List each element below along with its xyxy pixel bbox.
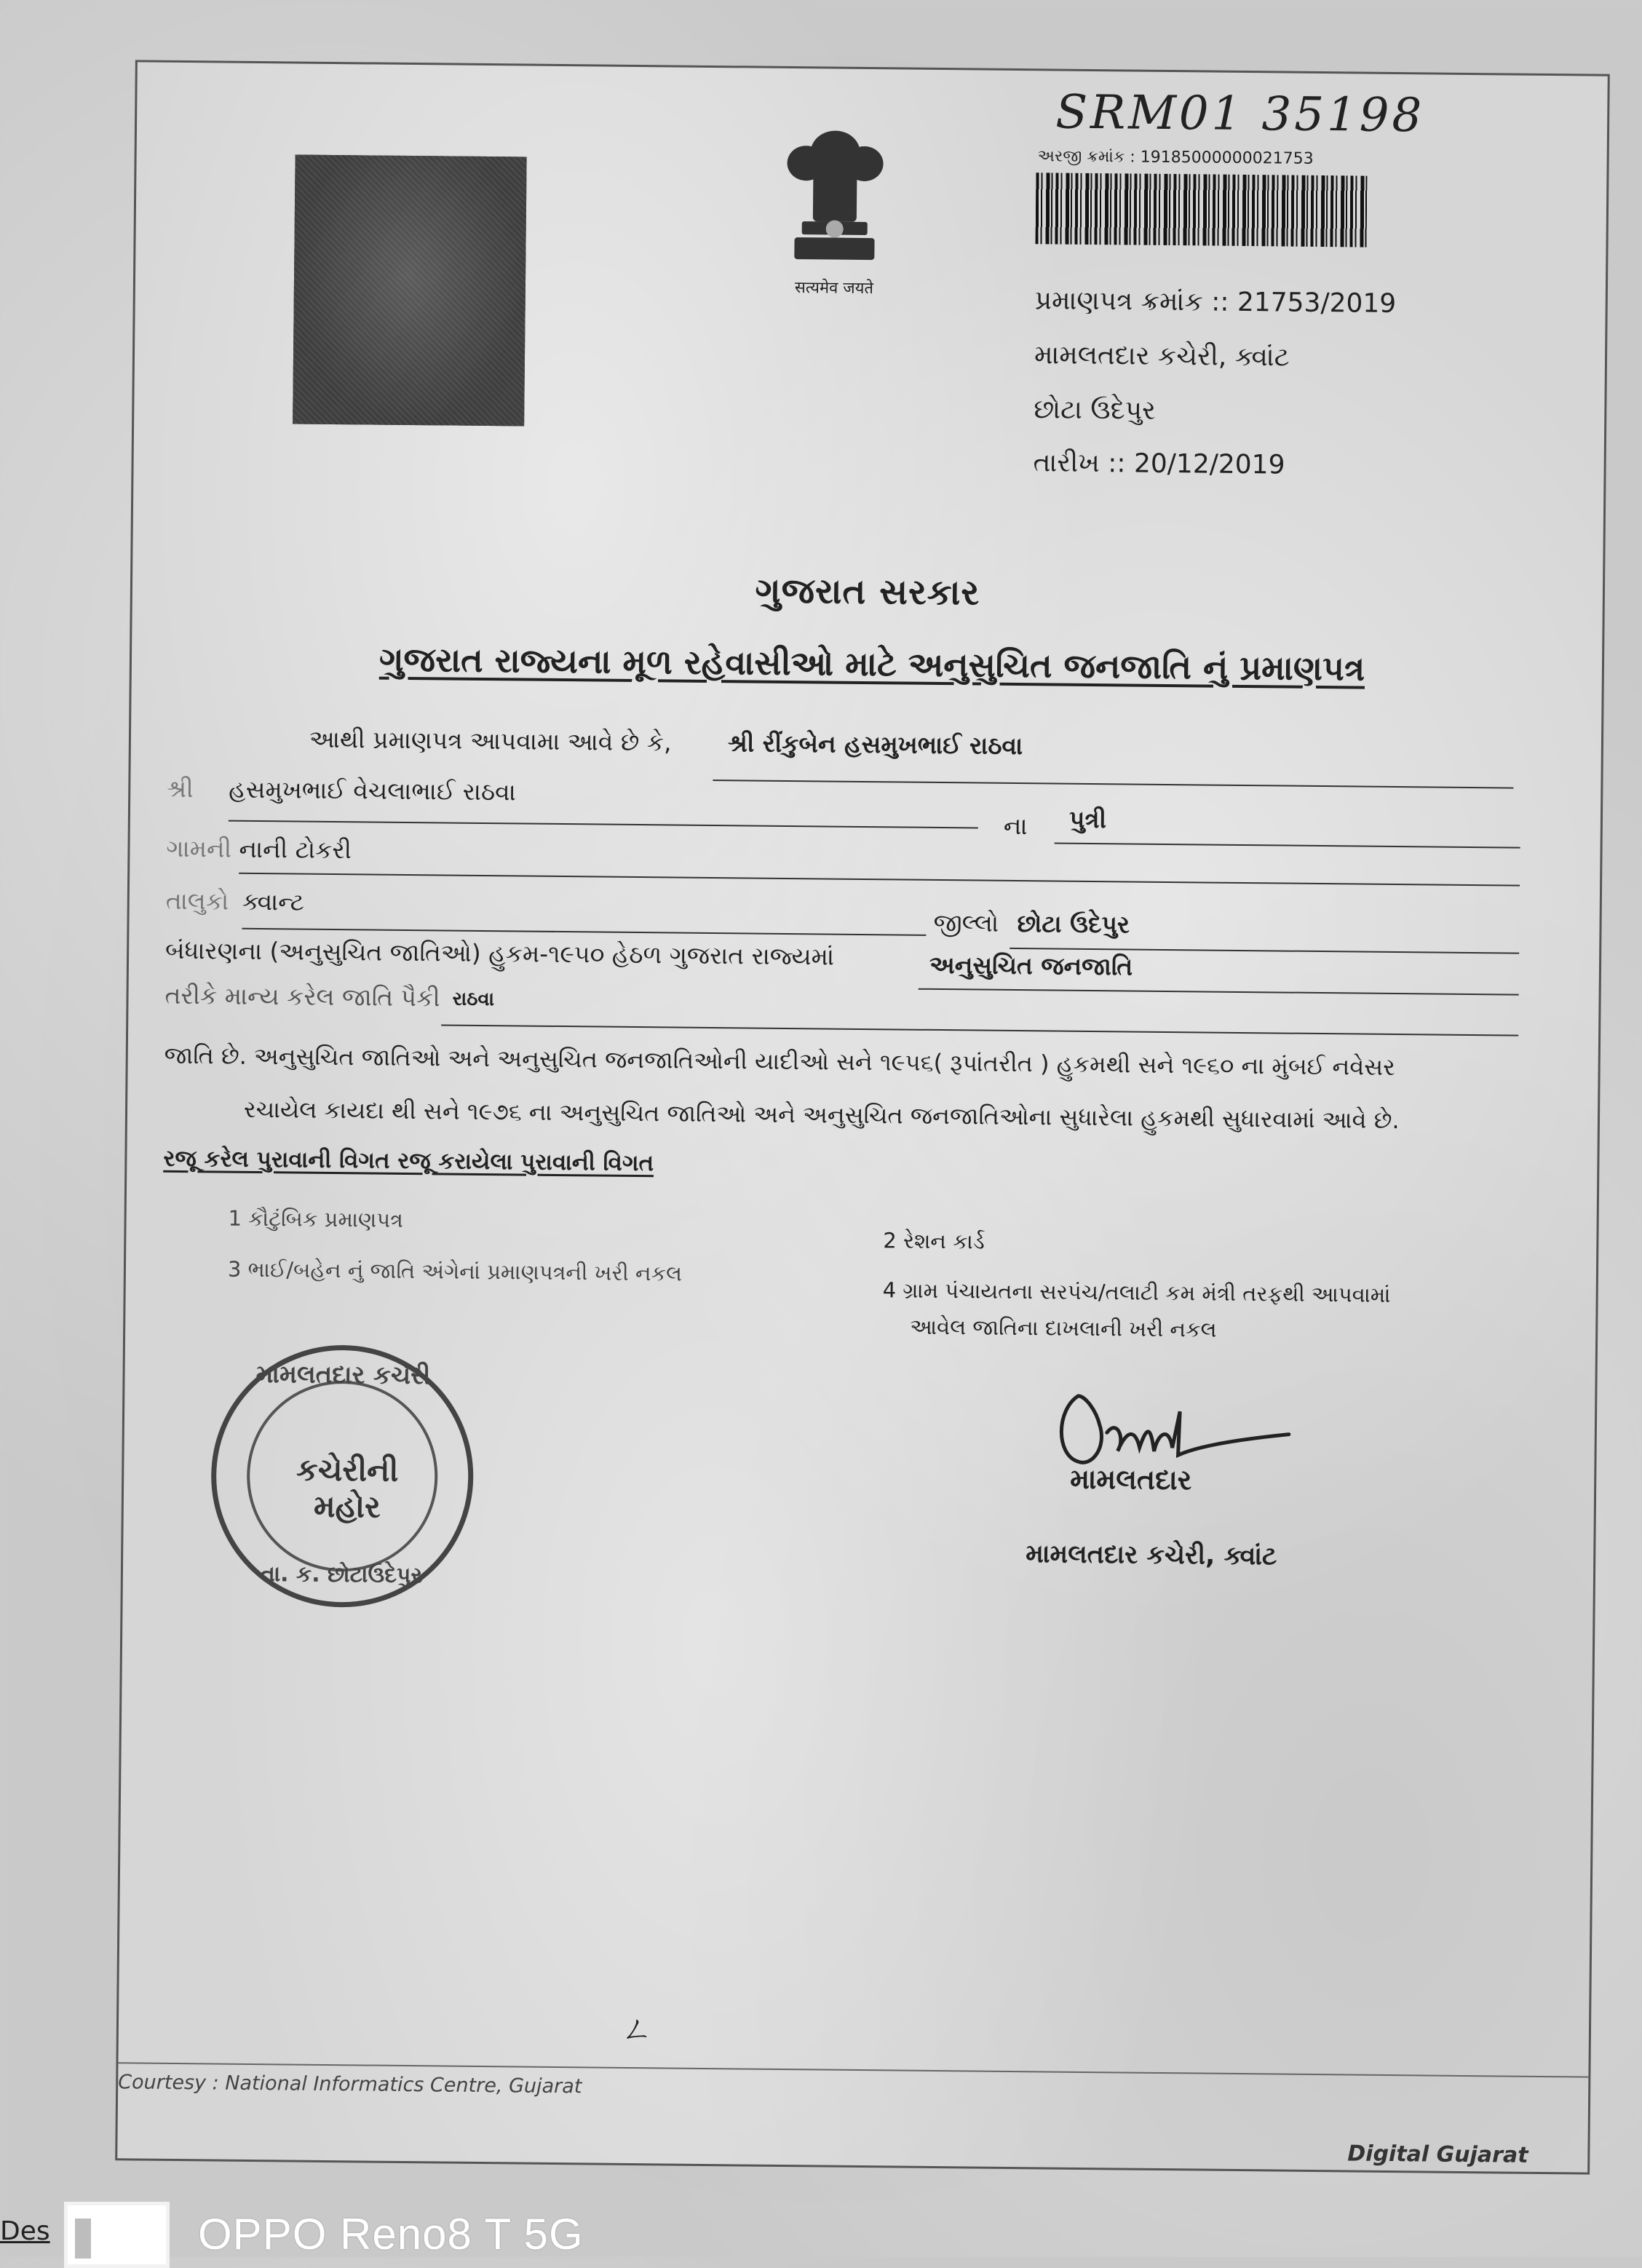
national-emblem-icon <box>761 119 908 274</box>
application-number: અરજી ક્રમાંક : 19185000000021753 <box>1037 147 1314 168</box>
category: અનુસુચિત જનજાતિ <box>929 950 1133 981</box>
taluka-label: તાલુકો <box>165 886 229 916</box>
evidence-item-4-line-1: 4 ગ્રામ પંચાયતના સરપંચ/તલાટી કમ મંત્રી તરફથી આપવામાં <box>882 1277 1391 1307</box>
signatory-designation: મામલતદાર <box>1070 1462 1192 1496</box>
evidence-heading: રજૂ કરેલ પુરાવાની વિગત રજૂ કરાયેલા પુરાવાની વિગત <box>163 1145 654 1177</box>
district-label: જીલ્લો <box>933 908 999 937</box>
issue-date: તારીખ :: 20/12/2019 <box>1033 448 1285 480</box>
fill-line <box>441 1024 1518 1036</box>
barcode <box>1036 173 1368 247</box>
watermark-left-text: Des <box>0 2216 50 2246</box>
parent-label: શ્રી <box>167 774 194 804</box>
oppo-logo-icon <box>64 2202 170 2268</box>
signatory-office: મામલતદાર કચેરી, ક્વાંટ <box>1026 1539 1277 1571</box>
certificate-title: ગુજરાત રાજ્યના મૂળ રહેવાસીઓ માટે અનુસુચિત જનજાતિ નું પ્રમાણપત્ર <box>378 639 1365 689</box>
page-mark: ㄥ <box>620 2010 654 2049</box>
caste: રાઠવા <box>452 988 495 1011</box>
village: નાની ટોકરી <box>239 834 352 865</box>
phone-brand: OPPO Reno8 T 5G <box>198 2210 584 2259</box>
holder-name: શ્રી રીંકુબેન હસમુખભાઈ રાઠવા <box>727 729 1023 761</box>
evidence-item-3: 3 ભાઈ/બહેન નું જાતિ અંગેનાં પ્રમાણપત્રની ખરી નકલ <box>227 1256 683 1286</box>
seal-top-text: મામલતદાર કચેરી <box>255 1360 431 1391</box>
evidence-item-1: 1 કૌટુંબિક પ્રમાણપત્ર <box>228 1205 404 1232</box>
body-paragraph-line-2: રચાયેલ કાયદા થી સને ૧૯૭૬ ના અનુસુચિત જાતિઓ અને અનુસુચિત જનજાતિઓના સુધારેલા હુકમથી સુધારવામાં આવે છે. <box>243 1095 1400 1135</box>
issuing-office: મામલતદાર કચેરી, ક્વાંટ <box>1034 340 1290 373</box>
caste-label: તરીકે માન્ય કરેલ જાતિ પૈકી <box>164 980 440 1012</box>
taluka: ક્વાન્ટ <box>242 887 305 916</box>
fill-line <box>239 873 1520 887</box>
seal-center-text: કચેરીની મહોર <box>296 1451 399 1525</box>
evidence-item-2: 2 રેશન કાર્ડ <box>883 1228 985 1254</box>
office-seal <box>210 1344 475 1608</box>
fill-line <box>1055 843 1520 849</box>
relation: પુત્રી <box>1068 804 1107 834</box>
order-text: બંધારણના (અનુસુચિત જાતિઓ) હુકમ-૧૯૫૦ હેઠળ ગુજરાત રાજ્યમાં <box>164 935 835 971</box>
intro-text: આથી પ્રમાણપત્ર આપવામા આવે છે કે, <box>309 724 672 757</box>
certificate-number: પ્રમાણપત્ર ક્રમાંક :: 21753/2019 <box>1034 285 1397 319</box>
fill-line <box>713 780 1513 789</box>
village-label: ગામની <box>166 833 232 863</box>
fill-line <box>242 928 926 936</box>
body-paragraph-line-1: જાતિ છે. અનુસુચિત જાતિઓ અને અનુસુચિત જનજાતિઓની યાદીઓ સને ૧૯૫૬( રૂપાંતરીત ) હુકમથી સને ૧૯૬૦ ના મુંબઈ નવેસર <box>164 1041 1395 1082</box>
relation-prefix: ના <box>1003 811 1028 841</box>
fill-line <box>229 820 978 829</box>
district: છોટા ઉદેપુર <box>1017 909 1130 939</box>
certificate-paper <box>115 60 1610 2174</box>
issuing-district: છોટા ઉદેપુર <box>1034 394 1156 426</box>
fill-line <box>919 988 1519 996</box>
emblem-motto: सत्यमेव जयते <box>794 279 874 298</box>
footer-digital-gujarat: Digital Gujarat <box>1347 2141 1528 2168</box>
applicant-photo <box>293 154 527 426</box>
handwritten-reference: SRM01 35198 <box>1055 85 1425 143</box>
government-heading: ગુજરાત સરકાર <box>755 570 980 614</box>
camera-watermark <box>0 2187 1642 2257</box>
footer-courtesy: Courtesy : National Informatics Centre, Gujarat <box>118 2071 582 2098</box>
evidence-item-4-line-2: આવેલ જાતિના દાખલાની ખરી નકલ <box>910 1314 1217 1342</box>
parent-name: હસમુખભાઈ વેચલાભાઈ રાઠવા <box>229 774 516 806</box>
seal-bottom-text: તા. ક. છોટાઉદેપુર <box>260 1561 423 1589</box>
